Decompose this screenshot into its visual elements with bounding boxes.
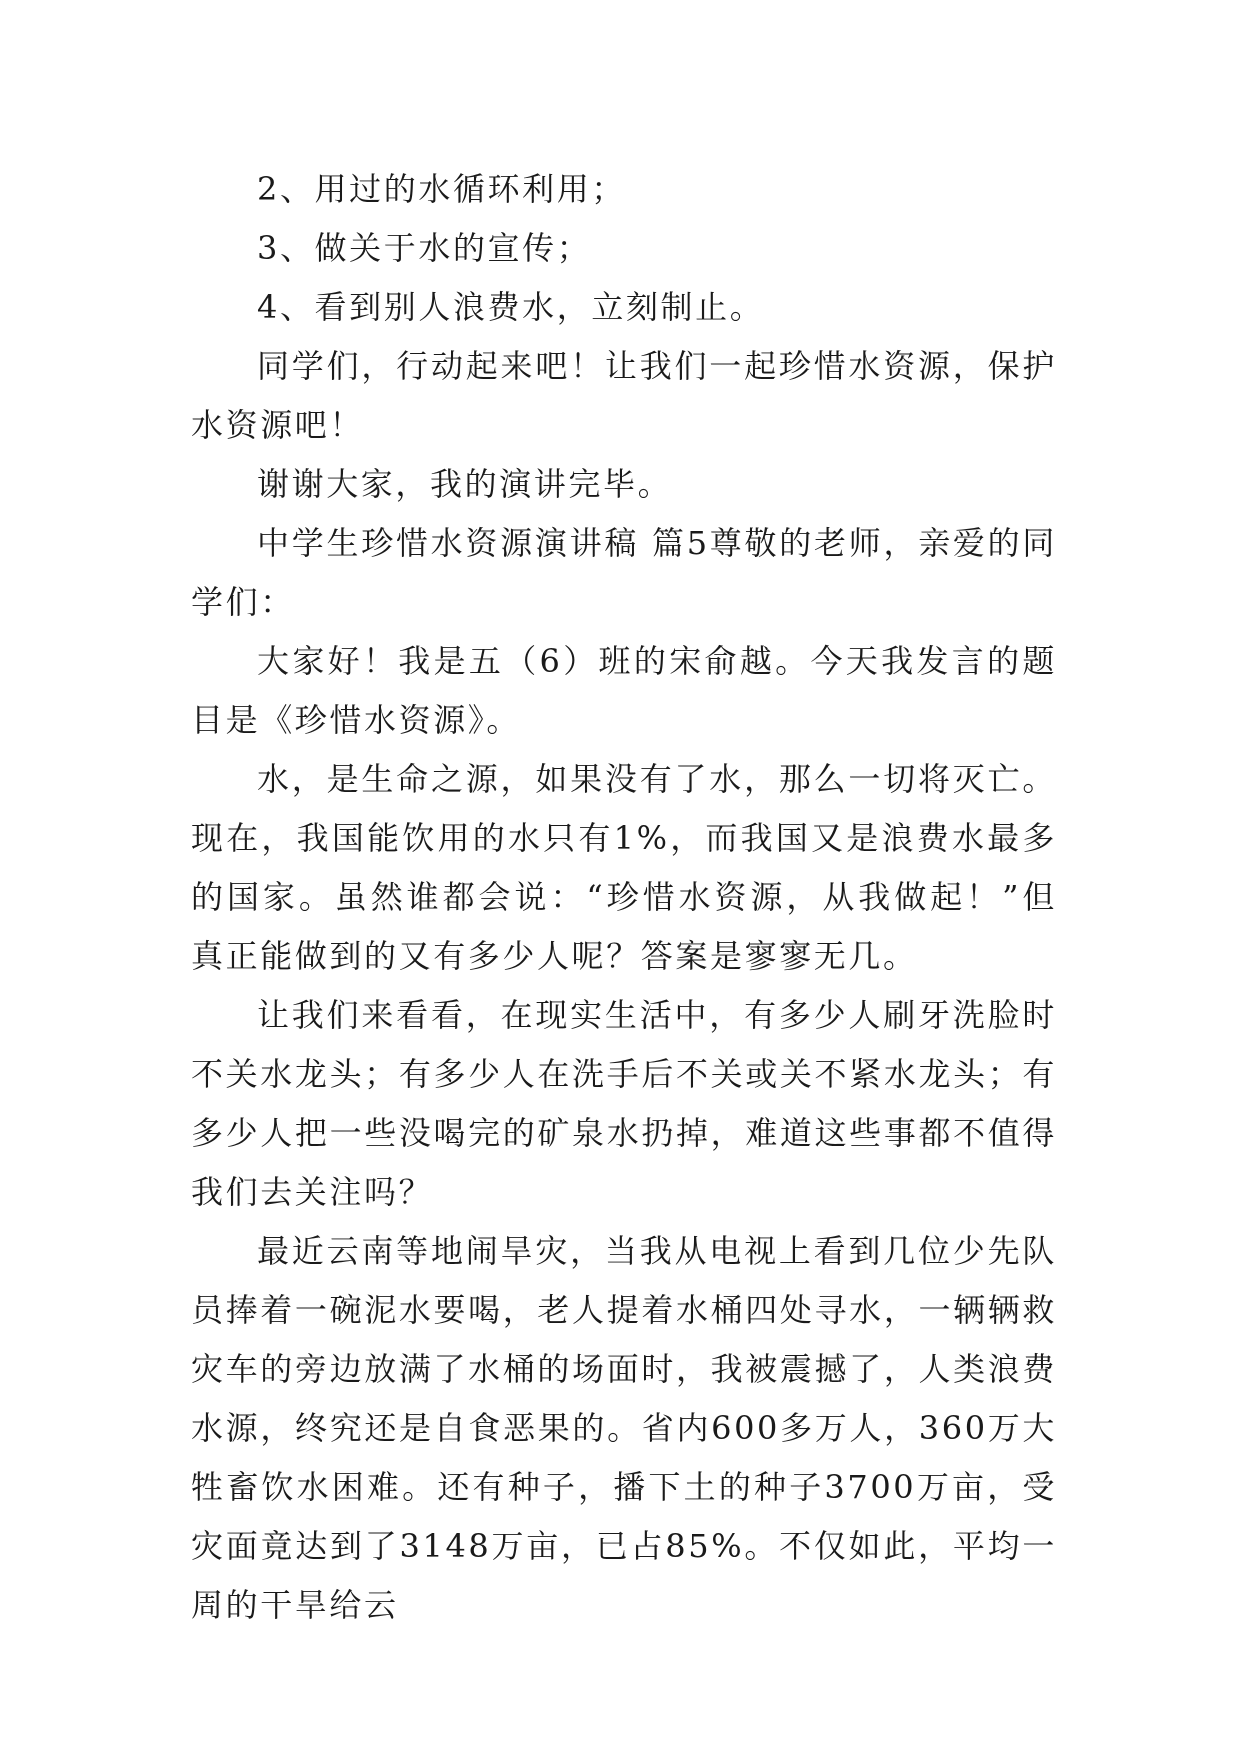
paragraph-daily-waste: 让我们来看看，在现实生活中，有多少人刷牙洗脸时不关水龙头；有多少人在洗手后不关或关不紧水龙头；有多少人把一些没喝完的矿泉水扔掉，难道这些事都不值得我们去关注吗？ [191, 996, 1057, 1211]
paragraph-list-item-3: 3、做关于水的宣传； [257, 229, 592, 267]
paragraph-drought: 最近云南等地闹旱灾，当我从电视上看到几位少先队员捧着一碗泥水要喝，老人提着水桶四处寻水，一辆辆救灾车的旁边放满了水桶的场面时，我被震撼了，人类浪费水源，终究还是自食恶果的。省内600多万人，360万大牲畜饮水困难。还有种子，播下土的种子3700万亩，受灾面竟达到了3148万亩，已占85%。不仅如此，平均一周的干旱给云 [191, 1232, 1057, 1624]
paragraph-closing-thanks: 谢谢大家，我的演讲完毕。 [257, 465, 673, 503]
paragraph-list-item-2: 2、用过的水循环利用； [257, 170, 626, 208]
paragraph-speech-5-heading: 中学生珍惜水资源演讲稿 篇5尊敬的老师，亲爱的同学们： [191, 524, 1057, 621]
paragraph-list-item-4: 4、看到别人浪费水，立刻制止。 [257, 288, 765, 326]
paragraph-greeting: 大家好！我是五（6）班的宋俞越。今天我发言的题目是《珍惜水资源》。 [191, 642, 1057, 739]
document-body [191, 160, 1057, 1635]
paragraph-call-to-action: 同学们，行动起来吧！让我们一起珍惜水资源，保护水资源吧！ [191, 347, 1057, 444]
paragraph-water-is-life: 水，是生命之源，如果没有了水，那么一切将灭亡。现在，我国能饮用的水只有1%，而我国又是浪费水最多的国家。虽然谁都会说：“珍惜水资源，从我做起！”但真正能做到的又有多少人呢？答案是寥寥无几。 [191, 760, 1057, 975]
